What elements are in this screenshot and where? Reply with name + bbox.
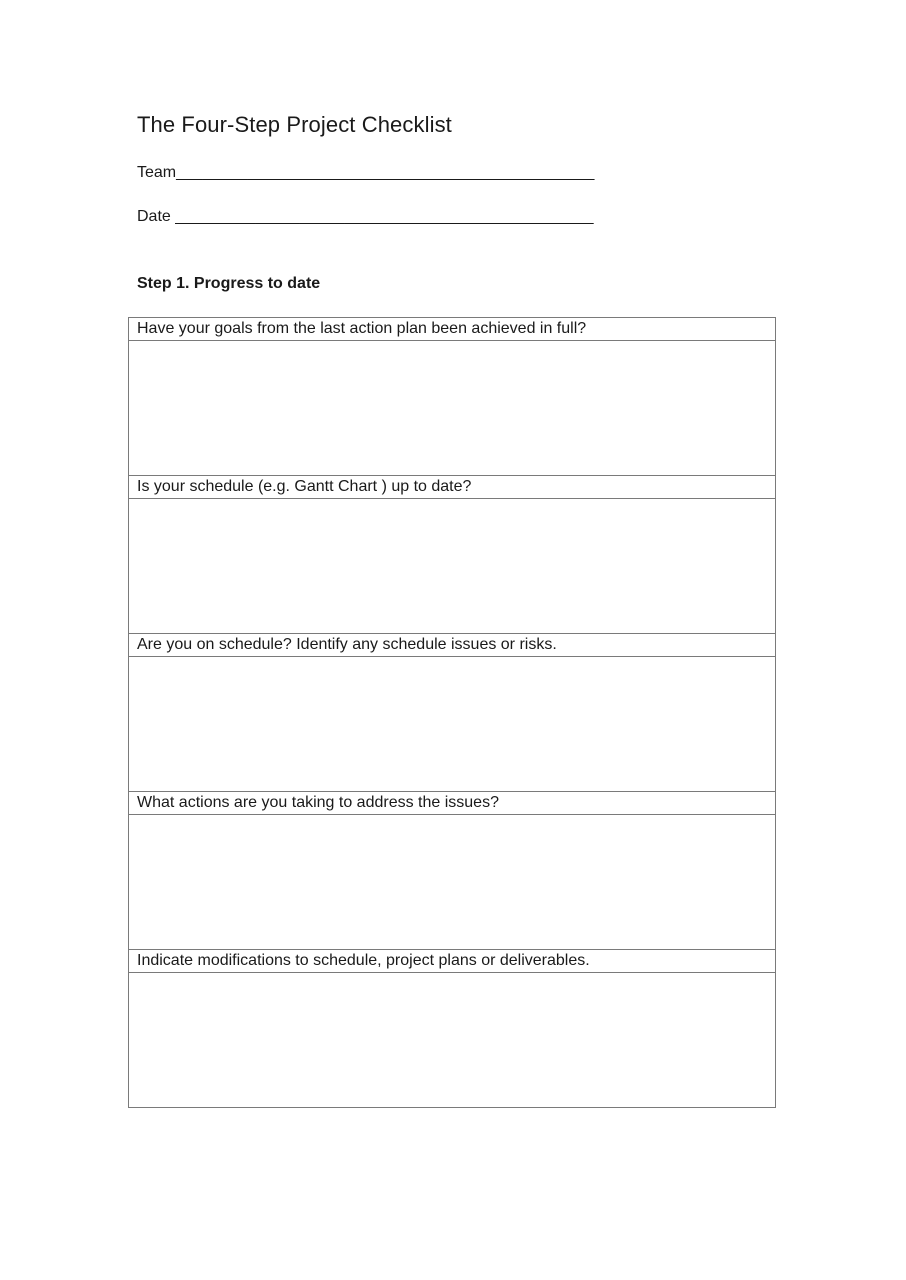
- answer-on-schedule-field[interactable]: [137, 657, 767, 791]
- answer-row: [129, 815, 776, 950]
- date-field[interactable]: Date _______________________________________________: [137, 208, 594, 225]
- answer-modifications-field[interactable]: [137, 973, 767, 1107]
- answer-cell: [129, 815, 776, 950]
- question-row: [129, 318, 776, 341]
- answer-goals-achieved-field[interactable]: [137, 341, 767, 475]
- page-title: The Four-Step Project Checklist: [137, 112, 452, 137]
- answer-row: [129, 341, 776, 476]
- question-row: [129, 792, 776, 815]
- question-on-schedule: Are you on schedule? Identify any schedule issues or risks.: [129, 634, 776, 657]
- question-row: [129, 634, 776, 657]
- answer-cell: [129, 973, 776, 1108]
- team-field[interactable]: Team_______________________________________________: [137, 164, 595, 181]
- answer-cell: [129, 657, 776, 792]
- answer-row: [129, 499, 776, 634]
- answer-actions-taken-field[interactable]: [137, 815, 767, 949]
- answer-cell: [129, 499, 776, 634]
- step-1-heading: Step 1. Progress to date: [137, 275, 321, 292]
- question-schedule-up-to-date: Is your schedule (e.g. Gantt Chart ) up to date?: [129, 476, 776, 499]
- progress-checklist-table: [128, 317, 776, 1108]
- question-actions-taken: What actions are you taking to address the issues?: [129, 792, 776, 815]
- answer-cell: [129, 341, 776, 476]
- question-row: [129, 476, 776, 499]
- question-row: [129, 950, 776, 973]
- answer-schedule-up-to-date-field[interactable]: [137, 499, 767, 633]
- answer-row: [129, 973, 776, 1108]
- question-modifications: Indicate modifications to schedule, project plans or deliverables.: [129, 950, 776, 973]
- answer-row: [129, 657, 776, 792]
- question-goals-achieved: Have your goals from the last action plan been achieved in full?: [129, 318, 776, 341]
